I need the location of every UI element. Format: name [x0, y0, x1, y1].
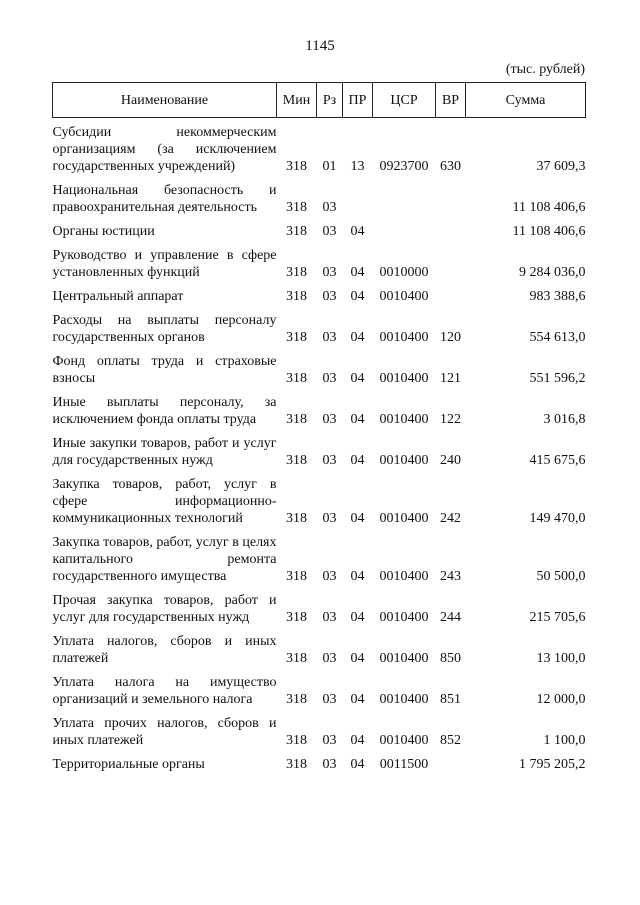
row-pr: 04	[350, 265, 365, 280]
table-row	[53, 469, 586, 527]
row-pr: 04	[350, 224, 365, 239]
units-label: (тыс. рублей)	[505, 62, 585, 77]
row-name: Иные выплаты персоналу, за исключением фонда оплаты труда	[52, 395, 277, 427]
row-csr: 0010400	[379, 412, 429, 427]
table-row	[53, 708, 586, 749]
row-csr: 0010400	[379, 692, 429, 707]
row-rz: 03	[322, 289, 337, 304]
budget-table	[52, 82, 586, 773]
row-csr	[373, 175, 436, 216]
row-pr: 04	[350, 610, 365, 625]
table-row	[53, 240, 586, 281]
row-min: 318	[286, 412, 307, 427]
row-vr: 120	[440, 330, 461, 345]
row-csr: 0010400	[379, 511, 429, 526]
row-sum: 554 613,0	[529, 330, 586, 345]
header-sum: Сумма	[466, 83, 586, 118]
row-name: Прочая закупка товаров, работ и услуг для государственных нужд	[52, 593, 277, 625]
header-min: Мин	[277, 83, 317, 118]
row-name: Уплата прочих налогов, сборов и иных платежей	[52, 716, 277, 748]
row-rz: 03	[322, 569, 337, 584]
header-pr: ПР	[343, 83, 373, 118]
row-vr	[436, 749, 466, 773]
row-pr: 04	[350, 412, 365, 427]
row-sum: 3 016,8	[543, 412, 586, 427]
row-min: 318	[286, 692, 307, 707]
header-vr: ВР	[436, 83, 466, 118]
table-row	[53, 305, 586, 346]
table-row	[53, 667, 586, 708]
header-name: Наименование	[53, 83, 277, 118]
row-csr: 0010400	[379, 330, 429, 345]
row-vr: 242	[440, 511, 461, 526]
row-pr: 13	[350, 159, 365, 174]
row-vr: 852	[440, 733, 461, 748]
table-row	[53, 428, 586, 469]
row-pr: 04	[350, 453, 365, 468]
row-pr: 04	[350, 757, 365, 772]
row-rz: 03	[322, 412, 337, 427]
row-vr: 121	[440, 371, 461, 386]
table-row	[53, 387, 586, 428]
header-rz: Рз	[317, 83, 343, 118]
row-sum: 11 108 406,6	[512, 224, 586, 239]
row-rz: 03	[322, 610, 337, 625]
row-min: 318	[286, 569, 307, 584]
row-vr	[436, 240, 466, 281]
row-min: 318	[286, 651, 307, 666]
row-vr: 240	[440, 453, 461, 468]
row-name: Уплата налогов, сборов и иных платежей	[52, 634, 277, 666]
table-body	[53, 118, 586, 774]
row-name: Уплата налога на имущество организаций и земельного налога	[52, 675, 277, 707]
row-name: Территориальные органы	[52, 757, 205, 772]
row-pr	[343, 175, 373, 216]
table-row	[53, 585, 586, 626]
row-csr: 0010400	[379, 610, 429, 625]
row-sum: 215 705,6	[529, 610, 586, 625]
row-min: 318	[286, 224, 307, 239]
row-vr: 851	[440, 692, 461, 707]
row-pr: 04	[350, 692, 365, 707]
table-row	[53, 281, 586, 305]
row-vr	[436, 175, 466, 216]
row-name: Органы юстиции	[52, 224, 155, 239]
row-vr: 850	[440, 651, 461, 666]
row-rz: 03	[322, 757, 337, 772]
row-sum: 149 470,0	[529, 511, 586, 526]
table-row	[53, 118, 586, 176]
row-csr: 0923700	[379, 159, 429, 174]
row-csr: 0010400	[379, 453, 429, 468]
row-name: Закупка товаров, работ, услуг в сфере информационно-коммуникационных технологий	[52, 477, 277, 526]
row-csr: 0010400	[379, 371, 429, 386]
row-sum: 37 609,3	[536, 159, 586, 174]
table-row	[53, 216, 586, 240]
row-sum: 12 000,0	[536, 692, 586, 707]
row-csr: 0011500	[379, 757, 429, 772]
row-csr: 0010400	[379, 733, 429, 748]
table-header-row	[53, 83, 586, 118]
row-min: 318	[286, 289, 307, 304]
row-sum: 551 596,2	[529, 371, 586, 386]
row-name: Руководство и управление в сфере установленных функций	[52, 248, 277, 280]
row-csr: 0010400	[379, 569, 429, 584]
row-name: Иные закупки товаров, работ и услуг для государственных нужд	[52, 436, 277, 468]
row-rz: 03	[322, 265, 337, 280]
table-row	[53, 346, 586, 387]
table-row	[53, 175, 586, 216]
row-vr: 122	[440, 412, 461, 427]
row-name: Закупка товаров, работ, услуг в целях капитального ремонта государственного имущества	[52, 535, 277, 584]
row-min: 318	[286, 511, 307, 526]
row-sum: 13 100,0	[536, 651, 586, 666]
table-row	[53, 749, 586, 773]
row-sum: 9 284 036,0	[519, 265, 586, 280]
row-rz: 03	[322, 453, 337, 468]
row-rz: 03	[322, 200, 337, 215]
row-csr: 0010000	[379, 265, 429, 280]
row-min: 318	[286, 200, 307, 215]
row-min: 318	[286, 610, 307, 625]
row-rz: 03	[322, 224, 337, 239]
row-min: 318	[286, 733, 307, 748]
row-name: Национальная безопасность и правоохранительная деятельность	[52, 183, 277, 215]
row-pr: 04	[350, 651, 365, 666]
row-min: 318	[286, 159, 307, 174]
row-rz: 01	[322, 159, 337, 174]
row-pr: 04	[350, 569, 365, 584]
row-rz: 03	[322, 511, 337, 526]
row-sum: 415 675,6	[529, 453, 586, 468]
row-name: Расходы на выплаты персоналу государственных органов	[52, 313, 277, 345]
row-min: 318	[286, 757, 307, 772]
table-row	[53, 626, 586, 667]
row-rz: 03	[322, 651, 337, 666]
row-sum: 1 795 205,2	[519, 757, 586, 772]
row-pr: 04	[350, 733, 365, 748]
row-sum: 50 500,0	[536, 569, 586, 584]
row-rz: 03	[322, 371, 337, 386]
row-vr: 244	[440, 610, 461, 625]
row-pr: 04	[350, 371, 365, 386]
row-name: Субсидии некоммерческим организациям (за исключением государственных учреждений)	[52, 125, 277, 174]
row-min: 318	[286, 265, 307, 280]
row-pr: 04	[350, 330, 365, 345]
row-name: Фонд оплаты труда и страховые взносы	[52, 354, 277, 386]
row-vr	[436, 281, 466, 305]
row-pr: 04	[350, 289, 365, 304]
row-min: 318	[286, 453, 307, 468]
row-csr	[373, 216, 436, 240]
row-csr: 0010400	[379, 651, 429, 666]
row-min: 318	[286, 371, 307, 386]
row-rz: 03	[322, 733, 337, 748]
page-number: 1145	[305, 38, 335, 54]
row-sum: 11 108 406,6	[512, 200, 586, 215]
row-csr: 0010400	[379, 289, 429, 304]
row-sum: 1 100,0	[543, 733, 586, 748]
row-pr: 04	[350, 511, 365, 526]
row-sum: 983 388,6	[529, 289, 586, 304]
row-vr	[436, 216, 466, 240]
row-rz: 03	[322, 330, 337, 345]
row-rz: 03	[322, 692, 337, 707]
table-row	[53, 527, 586, 585]
row-vr: 243	[440, 569, 461, 584]
header-csr: ЦСР	[373, 83, 436, 118]
row-min: 318	[286, 330, 307, 345]
row-vr: 630	[440, 159, 461, 174]
row-name: Центральный аппарат	[52, 289, 184, 304]
